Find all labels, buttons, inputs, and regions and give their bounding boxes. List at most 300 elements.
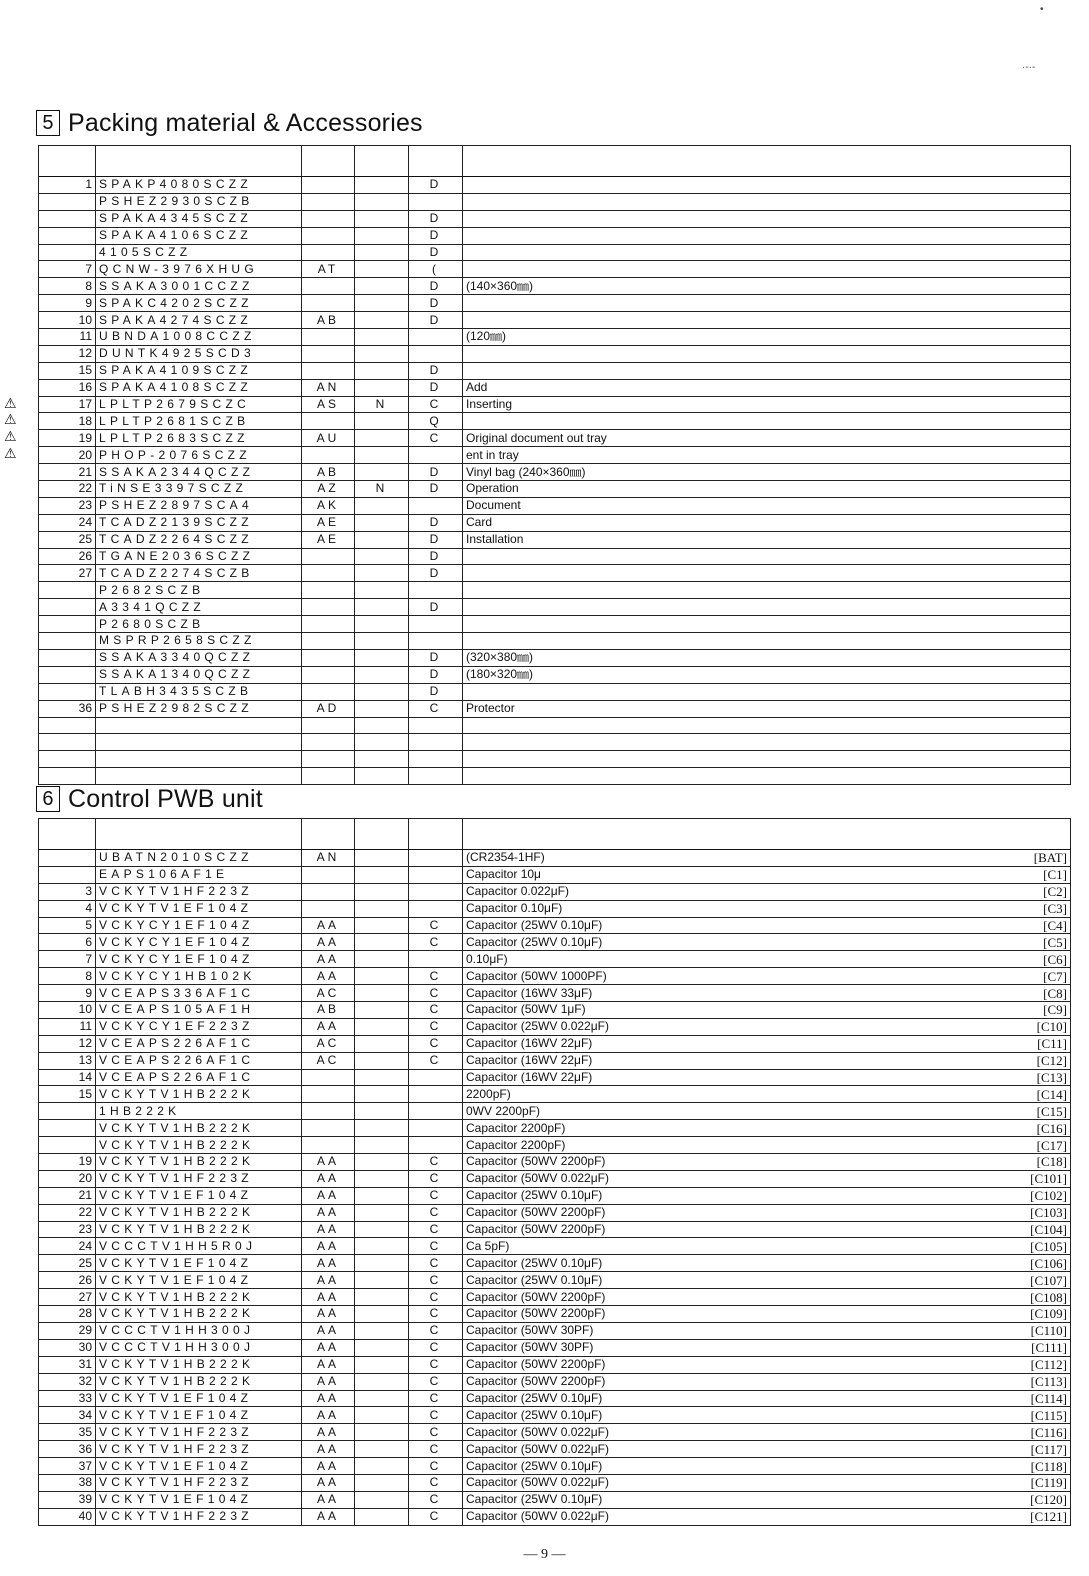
part-code [96,497,302,514]
price-rank-text: AE [316,515,339,530]
item-number [39,514,96,531]
item-number [39,396,96,413]
part-rank [409,1390,463,1407]
part-rank [409,227,463,244]
price-rank-text: AA [316,1154,339,1169]
part-rank [409,1272,463,1289]
new-mark [355,177,409,194]
part-code [96,1052,302,1069]
price-rank [302,1187,355,1204]
table-row [39,951,1071,968]
new-mark [355,531,409,548]
new-mark [355,734,409,751]
part-rank [409,1508,463,1525]
price-rank [302,683,355,700]
part-code [96,362,302,379]
description-text: Capacitor (25WV 0.10μF) [466,1407,603,1422]
part-rank-text: C [429,1154,442,1169]
part-code-text: PSHEZ2897SCA4 [99,498,253,513]
reference-designator: [C113] [1030,1374,1067,1390]
part-rank-text: ( [432,261,439,276]
part-code-text: A3341QCZZ [99,599,206,614]
reference-designator: [C7] [1043,968,1067,984]
price-rank [302,1441,355,1458]
description-text: Capacitor (50WV 0.022μF) [466,1509,609,1524]
new-mark [355,599,409,616]
description [463,700,1071,717]
part-rank [409,768,463,785]
new-mark [355,1137,409,1154]
item-number-text: 27 [78,565,92,580]
price-rank [302,1508,355,1525]
item-number [39,464,96,481]
part-rank-text: C [429,918,442,932]
item-number-text: 18 [78,413,92,428]
new-mark [355,565,409,582]
item-number [39,1002,96,1019]
price-rank-text: AT [317,261,339,276]
new-mark [355,1289,409,1306]
table-row [39,900,1071,917]
description-text: Capacitor (50WV 30PF) [466,1340,594,1355]
item-number [39,312,96,329]
description [463,751,1071,768]
price-rank-text: AD [316,701,340,716]
description-text: Document [466,498,521,513]
description [463,177,1071,194]
safety-warning-icon: ⚠ [4,429,17,445]
part-code [96,531,302,548]
part-rank [409,1424,463,1441]
new-mark [355,883,409,900]
part-code [96,582,302,599]
part-rank-text: C [429,1019,442,1034]
item-number-text: 40 [78,1509,92,1524]
part-code [96,683,302,700]
new-mark [355,1255,409,1272]
reference-designator: [C15] [1036,1103,1067,1119]
part-rank [409,497,463,514]
part-code-text: VCEAPS226AF1C [99,1053,255,1068]
description [463,329,1071,346]
item-number-text: 30 [78,1340,92,1355]
part-code [96,1120,302,1137]
price-rank [302,951,355,968]
new-mark [355,548,409,565]
new-mark [355,261,409,278]
item-number-text: 28 [78,1306,92,1321]
part-code [96,1508,302,1525]
part-rank-text: C [429,1492,442,1507]
new-mark [355,1204,409,1221]
item-number-text: 20 [78,1171,92,1186]
part-rank [409,1018,463,1035]
part-code [96,177,302,194]
price-rank-text: AA [316,1188,339,1203]
description [463,379,1071,396]
new-mark [355,850,409,867]
price-rank-text: AB [316,1002,339,1017]
item-number [39,900,96,917]
part-rank-text: D [429,278,442,293]
part-code-text: LPLTP2683SCZZ [99,430,249,445]
item-number [39,1103,96,1120]
new-mark [355,227,409,244]
description-text: Capacitor (50WV 0.022μF) [466,1424,609,1439]
description [463,447,1071,464]
part-rank-text: C [429,1390,442,1405]
price-rank [302,1221,355,1238]
price-rank-text: AA [316,1424,339,1439]
item-number [39,751,96,768]
table-row [39,464,1071,481]
part-rank-text: D [429,549,442,564]
description [463,850,1071,867]
new-mark [355,396,409,413]
part-code [96,1390,302,1407]
reference-designator: [C110] [1030,1323,1067,1339]
description [463,866,1071,883]
item-number [39,1221,96,1238]
description [463,1170,1071,1187]
part-rank-text: C [429,1340,442,1355]
description [463,1035,1071,1052]
part-code-text: VCKYTV1EF104Z [99,1390,253,1405]
table-row [39,1289,1071,1306]
new-mark [355,1086,409,1103]
price-rank-text: AA [316,1390,339,1405]
description-text: Capacitor (25WV 0.10μF) [466,1188,603,1203]
section-title-pwb [36,784,263,814]
item-number-text: 25 [78,532,92,547]
description-text: 0.10μF) [466,951,508,966]
part-rank-text: D [429,481,442,496]
description [463,633,1071,650]
reference-designator: [C12] [1036,1053,1067,1069]
description [463,1491,1071,1508]
price-rank [302,1390,355,1407]
price-rank-text: AA [316,1306,339,1321]
part-code-text: VCKYTV1HB222K [99,1086,255,1101]
description [463,1306,1071,1323]
item-number [39,968,96,985]
part-code [96,481,302,498]
table-row [39,1474,1071,1491]
part-rank-text: C [429,1205,442,1220]
part-rank [409,1441,463,1458]
table-row [39,1339,1071,1356]
new-mark-text: N [375,397,388,412]
part-code [96,1035,302,1052]
safety-warning-icon: ⚠ [4,396,17,412]
part-code [96,633,302,650]
part-code-text: P2680SCZB [99,616,205,631]
new-mark [355,900,409,917]
new-mark [355,768,409,785]
item-number-text: 20 [78,447,92,462]
item-number-text: 21 [78,464,92,479]
item-number [39,227,96,244]
reference-designator: [BAT] [1033,850,1067,866]
part-rank [409,345,463,362]
description [463,295,1071,312]
header-cell [409,146,463,177]
item-number [39,565,96,582]
table-row [39,345,1071,362]
part-code-text: PSHEZ2982SCZZ [99,701,253,716]
price-rank [302,1018,355,1035]
header-cell [39,146,96,177]
part-rank [409,1204,463,1221]
part-rank [409,1356,463,1373]
price-rank-text: AA [316,1171,339,1186]
part-code-text: SPAKA4108SCZZ [99,380,253,395]
part-rank [409,481,463,498]
description-text: Capacitor (25WV 0.10μF) [466,1458,603,1473]
part-code [96,1002,302,1019]
table-row [39,1238,1071,1255]
description-text: Capacitor (16WV 33μF) [466,985,593,1000]
part-code [96,985,302,1002]
item-number [39,1018,96,1035]
new-mark [355,751,409,768]
part-rank [409,261,463,278]
part-code [96,1221,302,1238]
table-row [39,649,1071,666]
part-rank [409,244,463,261]
part-rank [409,1154,463,1171]
part-code-text: VCKYCY1EF104Z [99,951,254,966]
item-number-text: 22 [78,1205,92,1220]
price-rank [302,850,355,867]
price-rank [302,883,355,900]
price-rank [302,1373,355,1390]
item-number [39,481,96,498]
price-rank [302,1002,355,1019]
table-row [39,1187,1071,1204]
new-mark [355,312,409,329]
price-rank-text: AB [316,464,339,479]
price-rank [302,497,355,514]
reference-designator: [C102] [1030,1188,1067,1204]
new-mark [355,1491,409,1508]
reference-designator: [C6] [1043,951,1067,967]
price-rank [302,1069,355,1086]
new-mark [355,430,409,447]
description-text: Capacitor (50WV 2200pF) [466,1306,606,1321]
item-number-text: 39 [78,1492,92,1507]
description [463,1018,1071,1035]
section-title-packing [36,108,423,138]
item-number-text: 8 [85,968,92,983]
table-row [39,193,1071,210]
table-row [39,1103,1071,1120]
table-row [39,430,1071,447]
price-rank-text: AA [316,934,339,949]
new-mark [355,1035,409,1052]
item-number [39,683,96,700]
reference-designator: [C117] [1030,1441,1067,1457]
description [463,244,1071,261]
reference-designator: [C16] [1036,1120,1067,1136]
header-cell [355,819,409,850]
item-number-text: 9 [85,985,92,1000]
new-mark [355,1221,409,1238]
price-rank [302,1204,355,1221]
price-rank [302,1255,355,1272]
table-row [39,1508,1071,1525]
item-number-text: 8 [85,278,92,293]
description-text: ent in tray [466,447,519,462]
part-code [96,900,302,917]
new-mark-text: N [375,481,388,496]
part-rank [409,1086,463,1103]
item-number-text: 19 [78,1154,92,1169]
part-code [96,1187,302,1204]
part-code-text: UBNDA1008CCZZ [99,329,256,344]
reference-designator: [C5] [1043,934,1067,950]
description [463,616,1071,633]
table-row [39,1170,1071,1187]
part-rank-text: D [429,363,442,378]
part-code-text: SPAKA4345SCZZ [99,211,253,226]
reference-designator: [C105] [1030,1238,1067,1254]
new-mark [355,1187,409,1204]
price-rank-text: AN [316,850,340,865]
price-rank [302,1170,355,1187]
description [463,1474,1071,1491]
description [463,968,1071,985]
description-text: Capacitor (50WV 2200pF) [466,1357,606,1372]
part-rank [409,1238,463,1255]
part-rank [409,396,463,413]
item-number [39,244,96,261]
part-code [96,1424,302,1441]
price-rank-text: AB [316,312,339,327]
part-code [96,430,302,447]
description [463,1356,1071,1373]
new-mark [355,717,409,734]
item-number [39,866,96,883]
description [463,1255,1071,1272]
part-rank [409,1137,463,1154]
item-number [39,362,96,379]
price-rank-text: AA [316,1222,339,1237]
description [463,649,1071,666]
new-mark [355,464,409,481]
table-row [39,1424,1071,1441]
part-rank-text: C [429,985,442,1000]
part-rank-text: D [429,211,442,226]
part-code-text: PSHEZ2930SCZB [99,194,254,209]
part-rank [409,917,463,934]
price-rank-text: AA [316,1272,339,1287]
part-rank [409,649,463,666]
item-number-text: 35 [78,1424,92,1439]
part-code-text: MSPRP2658SCZZ [99,633,256,648]
table-row [39,514,1071,531]
item-number [39,917,96,934]
part-rank-text: D [429,312,442,327]
part-rank-text: C [429,1323,442,1338]
reference-designator: [C106] [1030,1255,1067,1271]
reference-designator: [C108] [1030,1289,1067,1305]
item-number-text: 12 [78,1036,92,1051]
part-code-text: VCKYTV1HF223Z [99,1171,253,1186]
price-rank [302,1120,355,1137]
description-text: Card [466,515,493,530]
header-cell [302,819,355,850]
reference-designator: [C9] [1043,1002,1067,1018]
price-rank [302,582,355,599]
part-rank [409,1035,463,1052]
table-row [39,1204,1071,1221]
part-code-text: VCEAPS226AF1C [99,1036,255,1051]
part-rank [409,1069,463,1086]
part-rank [409,1052,463,1069]
item-number [39,1255,96,1272]
table-row [39,1322,1071,1339]
item-number-text: 22 [78,481,92,496]
price-rank [302,768,355,785]
part-rank-text: Q [429,413,442,428]
part-code-text: LPLTP2679SCZC [99,397,251,412]
part-rank [409,430,463,447]
part-code-text: QCNW-3976XHUG [99,261,259,276]
price-rank [302,666,355,683]
price-rank [302,1052,355,1069]
part-code-text: TLABH3435SCZB [99,684,253,699]
part-code [96,1474,302,1491]
part-code [96,866,302,883]
part-code [96,1255,302,1272]
price-rank [302,649,355,666]
description [463,1069,1071,1086]
part-code-text: SSAKA1340QCZZ [99,667,255,682]
item-number [39,934,96,951]
price-rank-text: AA [316,1509,339,1524]
item-number [39,1424,96,1441]
description [463,497,1071,514]
table-row [39,1069,1071,1086]
item-number-text: 16 [78,380,92,395]
part-code [96,649,302,666]
item-number-text: 33 [78,1390,92,1405]
item-number [39,531,96,548]
new-mark [355,362,409,379]
description [463,430,1071,447]
reference-designator: [C103] [1030,1205,1067,1221]
part-code-text: VCEAPS336AF1C [99,985,255,1000]
price-rank [302,1103,355,1120]
description [463,210,1071,227]
price-rank [302,1407,355,1424]
part-rank-text: D [429,295,442,310]
description-text: Capacitor (25WV 0.10μF) [466,918,603,932]
item-number-text: 24 [78,1238,92,1253]
description-text: Original document out tray [466,430,607,445]
header-cell [96,819,302,850]
part-code [96,345,302,362]
new-mark [355,1424,409,1441]
item-number [39,1339,96,1356]
description [463,362,1071,379]
item-number-text: 34 [78,1407,92,1422]
part-rank [409,599,463,616]
scan-speck: ·-·- [1022,62,1036,73]
item-number [39,177,96,194]
item-number-text: 5 [85,918,92,932]
